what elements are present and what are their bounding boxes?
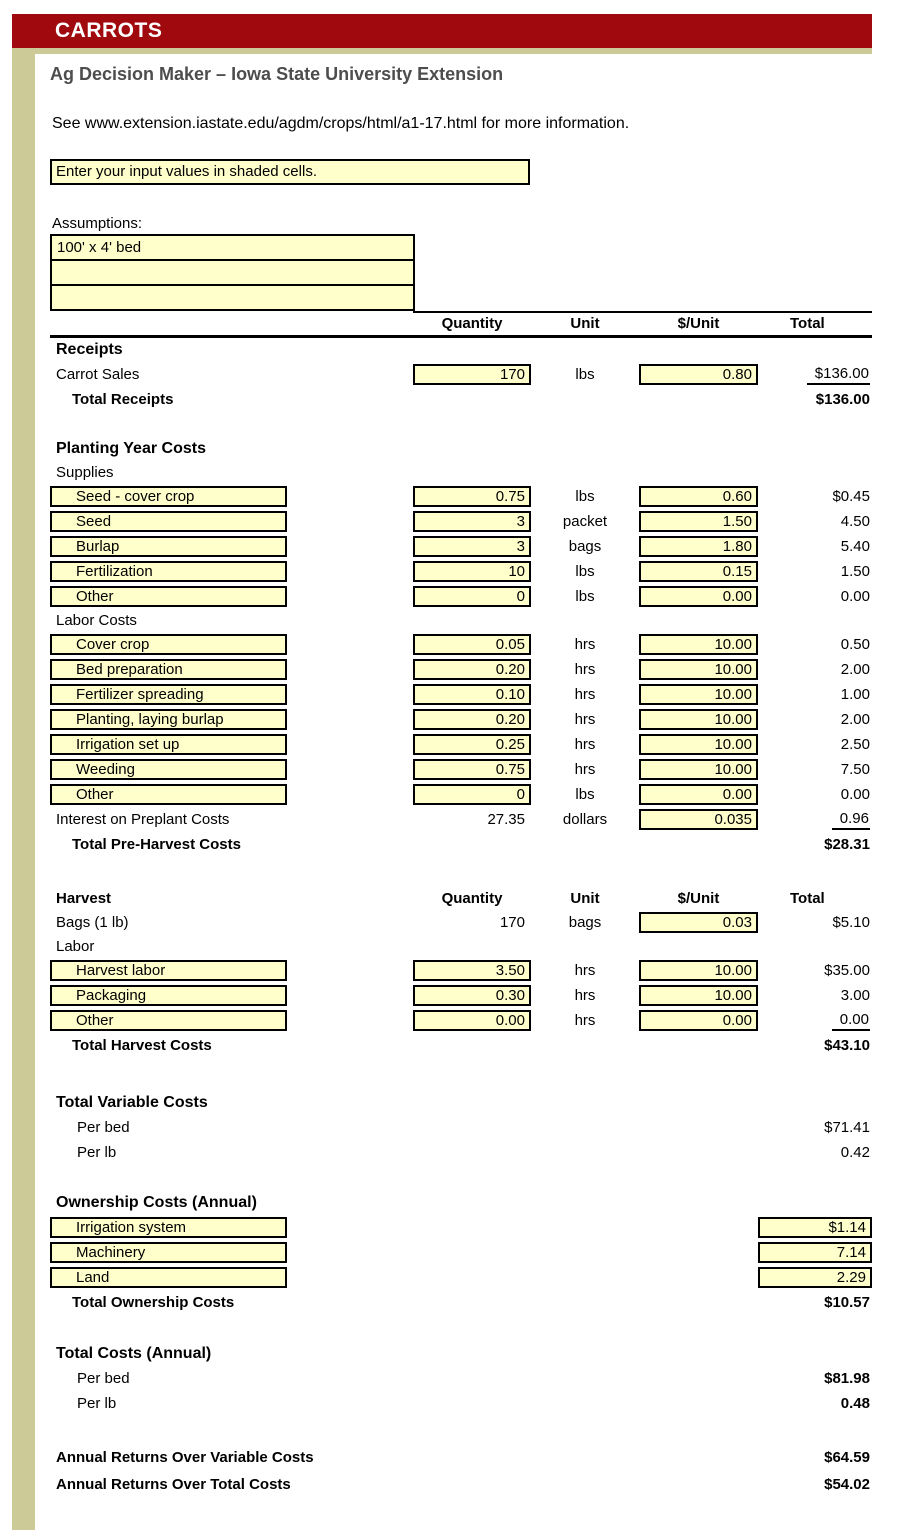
quantity-input[interactable]: 0.20 [413, 709, 531, 730]
price-input[interactable]: 10.00 [639, 659, 758, 680]
col-header-total: Total [790, 889, 825, 907]
price-input[interactable]: 0.00 [639, 586, 758, 607]
worksheet [35, 54, 906, 1498]
table-row [50, 362, 872, 387]
total-value: 4.50 [840, 513, 870, 530]
table-row [50, 1008, 872, 1033]
table-row [50, 958, 872, 983]
supplies-label: Supplies [56, 464, 114, 481]
row-label: Per bed [77, 1119, 130, 1136]
item-label-input[interactable]: Burlap [50, 536, 287, 557]
col-header-quantity: Quantity [441, 889, 503, 907]
total-costs-header: Total Costs (Annual) [56, 1345, 212, 1362]
item-label-input[interactable]: Other [50, 586, 287, 607]
total-value: 7.50 [840, 761, 870, 778]
total-label: Total Ownership Costs [72, 1293, 235, 1311]
total-value: $0.45 [832, 488, 870, 505]
quantity-input[interactable]: 3 [413, 536, 531, 557]
quantity-input[interactable]: 0.20 [413, 659, 531, 680]
quantity-input[interactable]: 0.25 [413, 734, 531, 755]
price-input[interactable]: 0.03 [639, 912, 758, 933]
total-value: 2.50 [840, 736, 870, 753]
table-row [50, 807, 872, 832]
item-label-input[interactable]: Land [50, 1267, 287, 1288]
quantity-value: 170 [499, 914, 525, 931]
unit-label: bags [568, 538, 602, 555]
total-value: 0.00 [840, 786, 870, 803]
row-label: Per bed [77, 1370, 130, 1387]
table-row [50, 484, 872, 509]
table-row [50, 757, 872, 782]
total-label: Total Receipts [72, 390, 174, 408]
item-label-input[interactable]: Fertilizer spreading [50, 684, 287, 705]
assumption-input-2[interactable] [52, 261, 413, 286]
unit-label: hrs [574, 661, 596, 678]
price-input[interactable]: 10.00 [639, 734, 758, 755]
total-value: 0.50 [840, 636, 870, 653]
quantity-input[interactable]: 3.50 [413, 960, 531, 981]
quantity-input[interactable]: 0.75 [413, 759, 531, 780]
assumptions-box [50, 234, 415, 311]
table-row [50, 657, 872, 682]
row-label: Annual Returns Over Variable Costs [56, 1449, 314, 1466]
ownership-cost-input[interactable]: 7.14 [758, 1242, 872, 1263]
ownership-cost-input[interactable]: 2.29 [758, 1267, 872, 1288]
table-row [50, 782, 872, 807]
price-input[interactable]: 10.00 [639, 985, 758, 1006]
harvest-header-row [50, 886, 872, 910]
total-value: $64.59 [824, 1449, 870, 1466]
quantity-input[interactable]: 0 [413, 784, 531, 805]
item-label-input[interactable]: Other [50, 784, 287, 805]
assumptions-label: Assumptions: [52, 215, 143, 232]
total-label: Total Pre-Harvest Costs [72, 835, 241, 853]
item-label-input[interactable]: Weeding [50, 759, 287, 780]
item-label-input[interactable]: Seed - cover crop [50, 486, 287, 507]
ownership-cost-input[interactable]: $1.14 [758, 1217, 872, 1238]
labor-costs-label: Labor Costs [56, 612, 137, 629]
unit-label: hrs [574, 736, 596, 753]
total-value: 1.50 [840, 563, 870, 580]
unit-label: hrs [574, 962, 596, 979]
total-value: 2.00 [840, 661, 870, 678]
price-input[interactable]: 0.035 [639, 809, 758, 830]
table-row [50, 1265, 872, 1290]
price-input[interactable]: 1.80 [639, 536, 758, 557]
item-label-input[interactable]: Irrigation set up [50, 734, 287, 755]
item-label-input[interactable]: Seed [50, 511, 287, 532]
quantity-input[interactable]: 0.75 [413, 486, 531, 507]
quantity-input[interactable]: 0 [413, 586, 531, 607]
table-row [50, 707, 872, 732]
unit-label: bags [568, 914, 602, 931]
total-row [50, 832, 872, 856]
item-label-input[interactable]: Bed preparation [50, 659, 287, 680]
quantity-input[interactable]: 0.10 [413, 684, 531, 705]
summary-row [50, 1366, 872, 1391]
unit-label: lbs [575, 563, 595, 580]
title-banner [12, 14, 872, 48]
total-value: $35.00 [824, 962, 870, 979]
quantity-input[interactable]: 170 [413, 364, 531, 385]
table-row [50, 732, 872, 757]
left-margin-stripe [12, 48, 35, 1530]
item-label-input[interactable]: Harvest labor [50, 960, 287, 981]
total-value: 0.48 [840, 1395, 870, 1412]
unit-label: lbs [575, 366, 595, 383]
price-input[interactable]: 0.60 [639, 486, 758, 507]
assumption-input-1[interactable]: 100' x 4' bed [52, 236, 413, 261]
total-row [50, 1290, 872, 1314]
price-input[interactable]: 10.00 [639, 634, 758, 655]
col-header-unit: Unit [570, 889, 600, 907]
unit-label: hrs [574, 987, 596, 1004]
returns-row [50, 1444, 872, 1471]
table-row [50, 1215, 872, 1240]
subtitle: Ag Decision Maker – Iowa State University Extension [50, 64, 504, 84]
item-label-input[interactable]: Other [50, 1010, 287, 1031]
total-value: 0.00 [832, 1011, 870, 1031]
col-header-total: Total [790, 314, 825, 332]
budget-table [50, 311, 872, 1498]
table-row [50, 559, 872, 584]
unit-label: dollars [562, 811, 608, 828]
column-header-row [50, 311, 872, 338]
price-input[interactable]: 10.00 [639, 759, 758, 780]
page-title: CARROTS [55, 19, 163, 42]
price-input[interactable]: 0.15 [639, 561, 758, 582]
quantity-input[interactable]: 10 [413, 561, 531, 582]
ownership-header: Ownership Costs (Annual) [56, 1194, 257, 1211]
quantity-input[interactable]: 0.30 [413, 985, 531, 1006]
quantity-input[interactable]: 0.05 [413, 634, 531, 655]
unit-label: lbs [575, 588, 595, 605]
unit-label: lbs [575, 786, 595, 803]
unit-label: hrs [574, 711, 596, 728]
table-row [50, 509, 872, 534]
item-label-input[interactable]: Packaging [50, 985, 287, 1006]
col-header-unit: Unit [570, 314, 600, 332]
summary-row [50, 1140, 872, 1165]
total-value: 1.00 [840, 686, 870, 703]
item-label-input[interactable]: Fertilization [50, 561, 287, 582]
total-value: $54.02 [824, 1476, 870, 1493]
row-label: Per lb [77, 1395, 117, 1412]
price-input[interactable]: 0.80 [639, 364, 758, 385]
planting-header: Planting Year Costs [56, 440, 206, 457]
total-value: $5.10 [832, 914, 870, 931]
harvest-labor-label: Labor [56, 938, 95, 955]
table-row [50, 534, 872, 559]
total-value: $136.00 [807, 365, 870, 385]
item-label-input[interactable]: Machinery [50, 1242, 287, 1263]
total-value: 0.42 [840, 1144, 870, 1161]
total-row [50, 387, 872, 411]
table-row [50, 682, 872, 707]
col-header-quantity: Quantity [441, 314, 503, 332]
table-row [50, 584, 872, 609]
total-row [50, 1033, 872, 1057]
total-value: 0.96 [832, 810, 870, 830]
price-input[interactable]: 1.50 [639, 511, 758, 532]
quantity-value: 27.35 [487, 811, 525, 828]
row-label: Bags (1 lb) [56, 914, 129, 931]
unit-label: hrs [574, 686, 596, 703]
quantity-input[interactable]: 3 [413, 511, 531, 532]
item-label-input[interactable]: Planting, laying burlap [50, 709, 287, 730]
row-label: Annual Returns Over Total Costs [56, 1476, 291, 1493]
total-value: $10.57 [824, 1293, 870, 1311]
total-value: 0.00 [840, 588, 870, 605]
receipts-header: Receipts [56, 341, 123, 358]
unit-label: lbs [575, 488, 595, 505]
unit-label: hrs [574, 636, 596, 653]
quantity-input[interactable]: 0.00 [413, 1010, 531, 1031]
price-input[interactable]: 10.00 [639, 709, 758, 730]
unit-label: hrs [574, 1012, 596, 1029]
price-input[interactable]: 0.00 [639, 784, 758, 805]
summary-row [50, 1115, 872, 1140]
price-input[interactable]: 10.00 [639, 960, 758, 981]
assumption-input-3[interactable] [52, 286, 413, 309]
col-header-price: $/Unit [677, 889, 720, 907]
total-value: 3.00 [840, 987, 870, 1004]
total-value: $81.98 [824, 1370, 870, 1387]
price-input[interactable]: 0.00 [639, 1010, 758, 1031]
table-row [50, 1240, 872, 1265]
row-label: Per lb [77, 1144, 117, 1161]
total-value: $136.00 [815, 390, 870, 408]
price-input[interactable]: 10.00 [639, 684, 758, 705]
col-header-price: $/Unit [677, 314, 720, 332]
item-label-input[interactable]: Irrigation system [50, 1217, 287, 1238]
harvest-header: Harvest [56, 889, 112, 907]
total-value: $43.10 [824, 1036, 870, 1054]
note-box: Enter your input values in shaded cells. [50, 159, 530, 185]
table-row [50, 983, 872, 1008]
returns-row [50, 1471, 872, 1498]
total-value: $28.31 [824, 835, 870, 853]
unit-label: packet [562, 513, 608, 530]
variable-costs-header: Total Variable Costs [56, 1094, 208, 1111]
total-value: 5.40 [840, 538, 870, 555]
summary-row [50, 1391, 872, 1416]
row-label: Carrot Sales [56, 366, 140, 383]
total-value: $71.41 [824, 1119, 870, 1136]
info-line: See www.extension.iastate.edu/agdm/crops/html/a1-17.html for more information. [52, 115, 630, 132]
table-row [50, 632, 872, 657]
table-row [50, 910, 872, 935]
unit-label: hrs [574, 761, 596, 778]
total-value: 2.00 [840, 711, 870, 728]
row-label: Interest on Preplant Costs [56, 811, 230, 828]
total-label: Total Harvest Costs [72, 1036, 212, 1054]
item-label-input[interactable]: Cover crop [50, 634, 287, 655]
